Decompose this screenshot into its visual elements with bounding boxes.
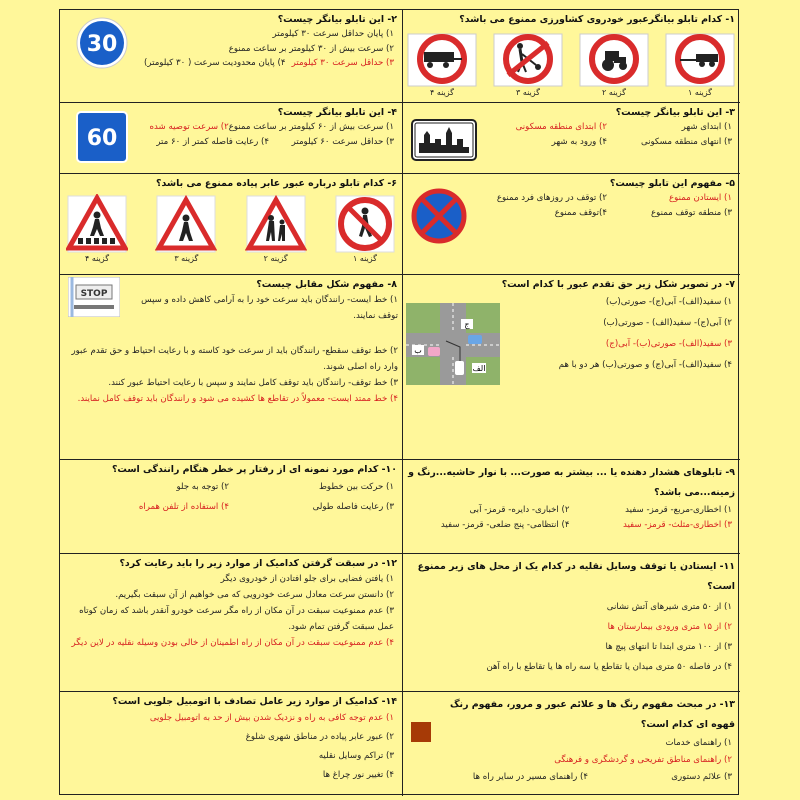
- row-3: [60, 173, 740, 274]
- q10-options-row-2: [60, 497, 402, 517]
- q9-option-2[interactable]: ۲) اخباری- دایره- قرمز- آبی: [469, 505, 570, 515]
- q5-option-2[interactable]: ۲) توقف در روزهای فرد ممنوع: [496, 193, 607, 203]
- q12-option-4[interactable]: ۴) عدم ممنوعیت سبقت در آن مکان از راه اطمینان از خالی بودن وسیله نقلیه در لاین دیگر: [71, 638, 394, 648]
- q7-option-1[interactable]: ۱) سفید(الف)- آبی(ج)- صورتی(ب): [605, 297, 732, 307]
- q6-option-3[interactable]: [155, 194, 217, 263]
- q5-question: ۵- مفهوم این تابلو چیست؟: [609, 178, 735, 189]
- q7-question: ۷- در تصویر شکل زیر حق تقدم عبور با کدام است؟: [501, 279, 735, 290]
- row-1: [60, 10, 740, 102]
- q9-option-3[interactable]: ۳) اخطاری-مثلث- قرمز- سفید: [622, 519, 732, 530]
- q7-option-2[interactable]: ۲) آبی(ج)- سفید(الف) - صورتی(ب): [603, 318, 732, 328]
- q1-option-1-label: گزینه ۱: [688, 88, 712, 97]
- q9-option-4[interactable]: ۴) انتظامی- پنج ضلعی- قرمز- سفید: [440, 519, 570, 530]
- q12-cell: [60, 554, 402, 691]
- q7-option-3[interactable]: ۳) سفید(الف)- صورتی(ب)- آبی(ج): [605, 339, 732, 349]
- q5-options-row-2: [478, 206, 740, 221]
- q4-options-row-2: [140, 135, 402, 150]
- q7-cell: [402, 275, 740, 459]
- q13-cell: [402, 692, 740, 796]
- q10-cell: [60, 460, 402, 553]
- no-handcart-sign-icon: [492, 32, 564, 88]
- q2-option-4[interactable]: ۴) پایان محدودیت سرعت ( ۳۰ کیلومتر): [144, 58, 286, 68]
- q6-option-1[interactable]: [334, 194, 396, 263]
- q14-option-4[interactable]: ۴) تغییر نور چراغ ها: [322, 770, 394, 780]
- q11-option-3[interactable]: ۳) از ۱۰۰ متری ابتدا تا انتهای پیچ ها: [605, 642, 732, 652]
- q4-option-2[interactable]: ۲) سرعت توصیه شده: [149, 122, 229, 132]
- town-silhouette-sign-icon: [411, 119, 477, 161]
- q14-option-2[interactable]: ۲) عبور عابر پیاده در مناطق شهری شلوغ: [245, 732, 394, 742]
- q4-option-1[interactable]: ۱) سرعت بیش از ۶۰ کیلومتر بر ساعت ممنوع: [228, 122, 394, 132]
- q7-car-label-a: الف: [472, 364, 486, 373]
- q10-option-2[interactable]: ۲) توجه به جلو: [176, 482, 229, 492]
- q9-cell: [402, 460, 740, 553]
- q13-option-3[interactable]: ۳) علائم دستوری: [671, 772, 732, 782]
- q3-cell: [402, 103, 740, 173]
- q6-option-4[interactable]: [66, 194, 128, 263]
- q3-option-4[interactable]: ۴) ورود به شهر: [551, 136, 607, 147]
- q13-option-1[interactable]: ۱) راهنمای خدمات: [665, 738, 732, 748]
- q2-option-2[interactable]: ۲) سرعت بیش از ۳۰ کیلومتر بر ساعت ممنوع: [228, 43, 394, 54]
- speed-limit-30-sign-icon: [76, 17, 128, 69]
- q9-options-row-2: [403, 518, 740, 533]
- q4-option-4[interactable]: ۴) رعایت فاصله کمتر از ۶۰ متر: [156, 136, 269, 147]
- q6-option-2-label: گزینه ۲: [263, 254, 288, 263]
- q1-option-2[interactable]: [578, 32, 650, 97]
- q2-option-3[interactable]: ۳) حداقل سرعت ۳۰ کیلومتر: [291, 58, 394, 68]
- q11-question: ۱۱- ایستادن یا توقف وسایل نقلیه در کدام یک از محل های زیر ممنوع است؟: [417, 561, 735, 592]
- q6-signs: [66, 194, 396, 263]
- q4-sign-text: 60: [86, 126, 118, 151]
- row-4: [60, 274, 740, 459]
- q2-option-1[interactable]: ۱) پایان حداقل سرعت ۳۰ کیلومتر: [272, 29, 394, 39]
- q13-options-row: [440, 769, 740, 786]
- q3-options-row-2: [478, 135, 740, 150]
- q14-option-1[interactable]: ۱) عدم توجه کافی به راه و نزدیک شدن بیش از حد به اتومبیل جلویی: [149, 713, 394, 723]
- q8-cell: [60, 275, 402, 459]
- q12-option-3[interactable]: ۳) عدم ممنوعیت سبقت در آن مکان از راه مگر سرعت خودرو آنقدر باشد که زمان کوتاه عمل سبقت گرفتن تمام شود.: [79, 606, 394, 632]
- q8-option-4[interactable]: ۴) خط ممتد ایست- معمولاً در تقاطع ها کشیده می شود و رانندگان باید توقف کامل نمایند.: [77, 394, 398, 404]
- q5-option-3[interactable]: ۳) منطقه توقف ممنوع: [651, 207, 732, 218]
- q14-cell: [60, 692, 402, 796]
- q10-option-3[interactable]: ۳) رعایت فاصله طولی: [312, 502, 394, 512]
- q8-sign-text: STOP: [80, 289, 108, 299]
- q4-question: ۴- این تابلو بیانگر چیست؟: [277, 107, 397, 118]
- q5-options-row-1: [478, 191, 740, 206]
- children-crossing-sign-icon: [245, 194, 307, 254]
- q4-cell: [60, 103, 402, 173]
- no-tractor-sign-icon: [578, 32, 650, 88]
- row-5: [60, 459, 740, 553]
- q10-option-1[interactable]: ۱) حرکت بین خطوط: [318, 482, 394, 492]
- q14-option-3[interactable]: ۳) تراکم وسایل نقلیه: [318, 751, 394, 761]
- q6-option-3-label: گزینه ۳: [174, 254, 199, 263]
- q7-option-4[interactable]: ۴) سفید(الف)- آبی(ج) و صورتی(ب) هر دو با هم: [558, 360, 732, 370]
- q12-option-2[interactable]: ۲) دانستن سرعت معادل سرعت خودرویی که می خواهیم از آن سبقت بگیریم.: [115, 590, 394, 600]
- q5-option-1[interactable]: ۱) ایستادن ممنوع: [669, 193, 732, 203]
- q1-option-4[interactable]: [406, 32, 478, 97]
- q4-options-row-1: [140, 120, 402, 135]
- q13-question: ۱۳- در مبحث مفهوم رنگ ها و علائم عبور و مرور، مفهوم رنگ قهوه ای کدام است؟: [449, 699, 735, 730]
- q8-option-2[interactable]: ۲) خط توقف سقطع- رانندگان باید از سرعت خود کاسته و با رعایت احتیاط و حق تقدم عبور وارد راه اصلی شوند.: [71, 346, 398, 372]
- q1-option-3[interactable]: [492, 32, 564, 97]
- q9-options-row-1: [403, 503, 740, 518]
- q10-option-4[interactable]: ۴) استفاده از تلفن همراه: [138, 502, 229, 512]
- q13-option-4[interactable]: ۴) راهنمای مسیر در سایر راه ها: [472, 772, 588, 782]
- q3-option-1[interactable]: ۱) ابتدای شهر: [681, 122, 732, 132]
- q2-option-row: [140, 56, 402, 71]
- q14-question: ۱۴- کدامیک از موارد زیر عامل تصادف با اتومبیل جلویی است؟: [112, 696, 397, 707]
- row-7: [60, 691, 740, 796]
- no-pedestrians-sign-icon: [334, 194, 396, 254]
- q3-option-3[interactable]: ۳) انتهای منطقه مسکونی: [640, 136, 732, 147]
- brown-color-swatch: [411, 722, 431, 742]
- q1-question: ۱- کدام تابلو بیانگرعبور خودروی کشاورزی ممنوع می باشد؟: [459, 14, 735, 25]
- q12-option-1[interactable]: ۱) یافتن فضایی برای جلو افتادن از خودروی دیگر: [220, 574, 394, 584]
- q1-option-4-label: گزینه ۴: [430, 88, 454, 97]
- q5-option-4[interactable]: ۴)توقف ممنوع: [554, 207, 607, 218]
- row-6: [60, 553, 740, 691]
- q6-cell: [60, 174, 402, 274]
- q11-option-1[interactable]: ۱) از ۵۰ متری شیرهای آتش نشانی: [606, 602, 732, 612]
- q13-option-2[interactable]: ۲) راهنمای مناطق تفریحی و گردشگری و فرهنگی: [554, 755, 732, 765]
- q9-option-1[interactable]: ۱) اخطاری-مربع- قرمز- سفید: [625, 505, 732, 515]
- q12-question: ۱۲- در سبقت گرفتن کدامیک از موارد زیر را باید رعایت کرد؟: [119, 558, 397, 569]
- q1-option-2-label: گزینه ۲: [602, 88, 626, 97]
- question-grid: [59, 9, 739, 795]
- row-2: [60, 102, 740, 173]
- no-stopping-sign-icon: [411, 188, 467, 244]
- speed-advisory-60-sign-icon: [76, 111, 128, 163]
- q11-option-4[interactable]: ۴) در فاصله ۵۰ متری میدان یا تقاطع یا سه راه ها یا تقاطع با راه آهن: [486, 662, 732, 672]
- q1-cell: [402, 10, 740, 102]
- q3-option-2[interactable]: ۲) ابتدای منطقه مسکونی: [515, 122, 607, 132]
- pedestrian-warning-sign-icon: [155, 194, 217, 254]
- q7-car-label-c: ج: [464, 320, 470, 329]
- q6-option-2[interactable]: [245, 194, 307, 263]
- q2-question: ۲- این تابلو بیانگر چیست؟: [277, 14, 397, 25]
- q3-options-row-1: [478, 120, 740, 135]
- q8-question: ۸- مفهوم شکل مقابل چیست؟: [256, 279, 397, 290]
- q2-cell: [60, 10, 402, 102]
- pedestrian-crossing-sign-icon: [66, 194, 128, 254]
- q1-option-1[interactable]: [664, 32, 736, 97]
- q10-options-row-1: [60, 477, 402, 497]
- stop-line-road-icon: [68, 277, 120, 317]
- q1-option-3-label: گزینه ۳: [516, 88, 540, 97]
- q5-cell: [402, 174, 740, 274]
- q8-option-3[interactable]: ۳) خط توقف- رانندگان باید توقف کامل نمایند و سپس با رعایت احتیاط عبور کنند.: [108, 378, 398, 388]
- no-trailer-sign-icon: [664, 32, 736, 88]
- q8-option-1[interactable]: ۱) خط ایست- رانندگان باید سرعت خود را به آرامی کاهش داده و سپس توقف نمایند.: [141, 295, 398, 321]
- q6-option-1-label: گزینه ۱: [353, 254, 377, 263]
- q11-option-2[interactable]: ۲) از ۱۵ متری ورودی بیمارستان ها: [607, 622, 732, 632]
- q6-question: ۶- کدام تابلو درباره عبور عابر پیاده ممنوع می باشد؟: [156, 178, 397, 189]
- intersection-diagram-icon: [406, 303, 500, 385]
- q11-cell: [402, 554, 740, 691]
- q7-car-label-b: ب: [414, 346, 422, 355]
- q4-option-3[interactable]: ۳) حداقل سرعت ۶۰ کیلومتر: [291, 136, 394, 147]
- q1-signs: [406, 32, 736, 97]
- q6-option-4-label: گزینه ۴: [85, 254, 110, 263]
- q9-question: ۹- تابلوهای هشدار دهنده یا ... بیشتر به صورت... با نوار حاشیه...رنگ و زمینه...می باشد؟: [408, 467, 735, 498]
- q10-question: ۱۰- کدام مورد نمونه ای از رفتار پر خطر هنگام رانندگی است؟: [111, 464, 397, 475]
- q3-question: ۳- این تابلو بیانگر چیست؟: [615, 107, 735, 118]
- no-truck-trailer-sign-icon: [406, 32, 478, 88]
- q2-sign-text: 30: [86, 32, 118, 57]
